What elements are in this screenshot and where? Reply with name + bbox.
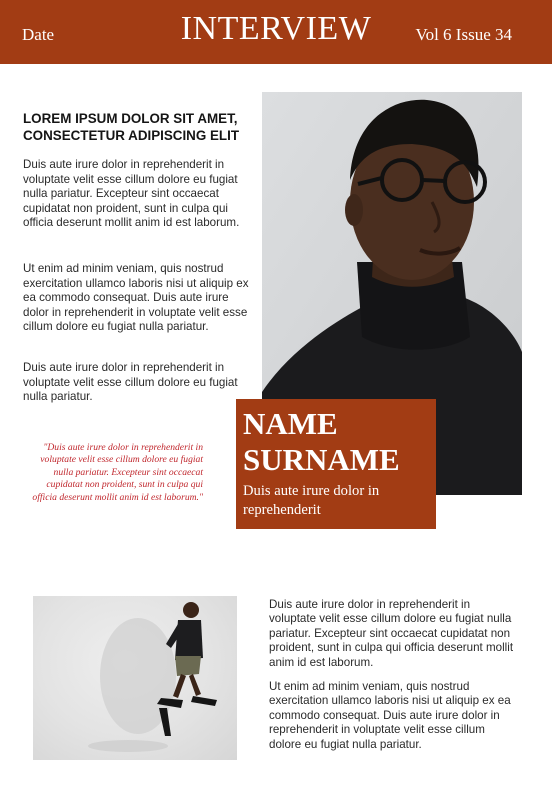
article-headline: LOREM IPSUM DOLOR SIT AMET, CONSECTETUR ADIPISCING ELIT — [23, 111, 239, 143]
name-card — [236, 399, 436, 529]
pull-quote: "Duis aute irure dolor in reprehenderit in voluptate velit esse cillum dolore eu fugiat nulla pariatur. Excepteur sint occaecat cupidatat non proident, sunt in culpa qui officia deserunt mollit anim id est laborum." — [32, 442, 203, 503]
first-name: NAME — [243, 406, 338, 441]
magazine-title: INTERVIEW — [180, 10, 372, 47]
lower-paragraph: Duis aute irure dolor in reprehenderit in voluptate velit esse cillum dolore eu fugiat nulla pariatur. Excepteur sint occaecat cupidatat non proident, sunt in culpa qui officia deserunt mollit anim id est laborum. — [269, 598, 514, 669]
article-paragraph: Duis aute irure dolor in reprehenderit in voluptate velit esse cillum dolore eu fugiat nulla pariatur. Excepteur sint occaecat cupidatat non proident, sunt in culpa qui officia deserunt mollit anim id est laborum. — [23, 158, 240, 230]
lower-paragraph: Ut enim ad minim veniam, quis nostrud exercitation ullamco laboris nisi ut aliquip ex ea commodo consequat. Duis aute irure dolor in reprehenderit in voluptate velit esse cillum dolore eu fugiat nulla pariatur. — [269, 680, 511, 751]
surname: SURNAME — [243, 442, 400, 477]
action-photo — [33, 596, 237, 760]
masthead — [0, 0, 552, 64]
jumping-man-illustration — [33, 596, 237, 760]
article-paragraph: Duis aute irure dolor in reprehenderit in voluptate velit esse cillum dolore eu fugiat nulla pariatur. — [23, 361, 238, 404]
name-card-subtitle: Duis aute irure dolor in reprehenderit — [243, 483, 380, 518]
issue-label: Vol 6 Issue 34 — [415, 25, 512, 44]
article-paragraph: Ut enim ad minim veniam, quis nostrud exercitation ullamco laboris nisi ut aliquip ex ea commodo consequat. Duis aute irure dolor in reprehenderit in voluptate velit esse cillum dolore eu fugiat nulla pariatur. — [23, 262, 249, 334]
date-label: Date — [22, 25, 55, 44]
